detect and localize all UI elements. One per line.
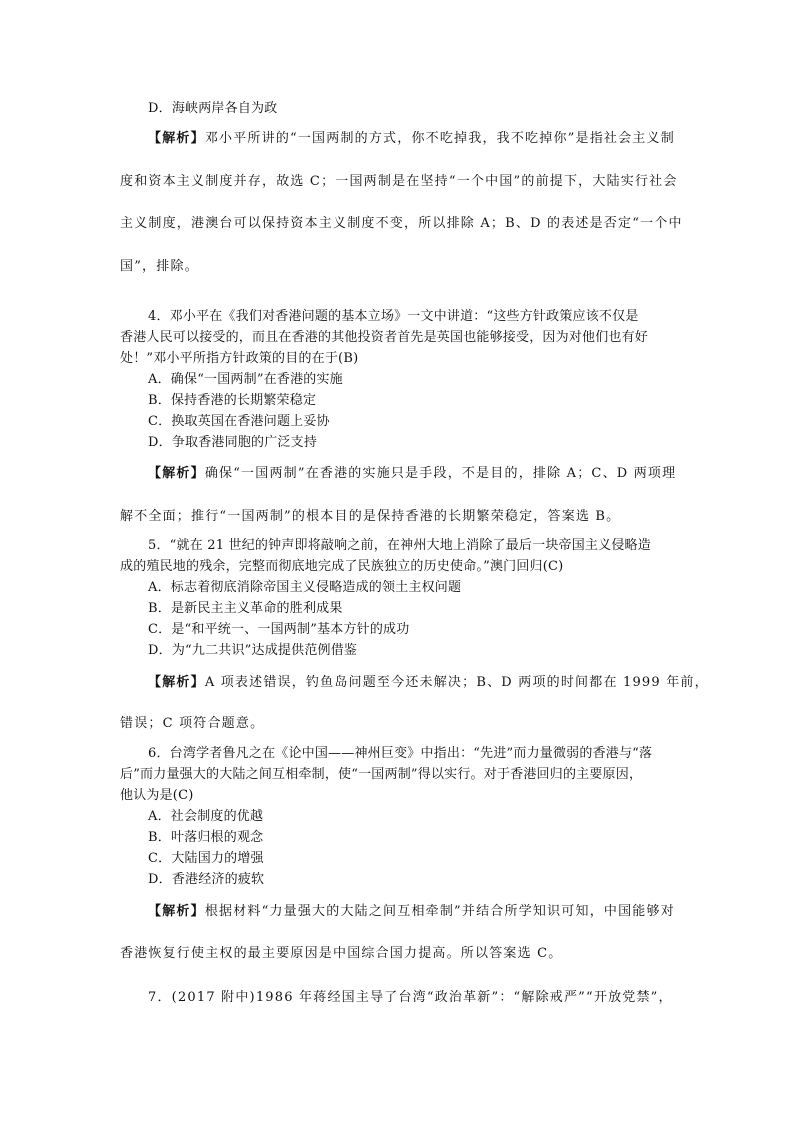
q5-stem-line-2: 成的殖民地的残余，完整而彻底地完成了民族独立的历史使命。”澳门回归(C): [120, 559, 564, 574]
analysis-tag: 【解析】: [148, 466, 205, 481]
q3-analysis-line-2: 度和资本主义制度并存，故选 C；一国两制是在坚持“一个中国”的前提下，大陆实行社会: [120, 174, 678, 189]
q5-stem-line-1: 5．“就在 21 世纪的钟声即将敲响之前，在神州大地上消除了最后一块帝国主义侵略造: [148, 538, 651, 553]
q4-option-c: C．换取英国在香港问题上妥协: [148, 414, 330, 429]
analysis-tag: 【解析】: [148, 131, 205, 146]
q5-analysis-line-1: [148, 671, 709, 690]
q5-option-a: A．标志着彻底消除帝国主义侵略造成的领土主权问题: [148, 580, 462, 595]
analysis-text: 邓小平所讲的“一国两制的方式，你不吃掉我，我不吃掉你”是指社会主义制: [204, 131, 675, 146]
q6-analysis-line-2: 香港恢复行使主权的最主要原因是中国综合国力提高。所以答案选 C。: [120, 946, 563, 961]
q6-stem-line-2: 后”而力量强大的大陆之间互相牵制，使“一国两制”得以实行。对于香港回归的主要原因，: [120, 767, 643, 782]
q6-analysis-line-1: [148, 900, 675, 919]
q3-analysis-line-1: [148, 127, 675, 146]
q3-analysis-line-3: 主义制度，港澳台可以保持资本主义制度不变，所以排除 A；B、D 的表述是否定“一个中: [120, 216, 683, 231]
q4-option-a: A．确保“一国两制”在香港的实施: [148, 372, 343, 387]
q3-analysis-line-4: 国”，排除。: [120, 259, 199, 274]
q6-stem-line-1: 6．台湾学者鲁凡之在《论中国——神州巨变》中指出：“先进”而力量微弱的香港与“落: [148, 746, 653, 761]
analysis-text: 确保“一国两制”在香港的实施只是手段，不是目的，排除 A；C、D 两项理: [204, 466, 677, 481]
q5-option-b: B．是新民主主义革命的胜利成果: [148, 601, 343, 616]
q6-option-a: A．社会制度的优越: [148, 809, 264, 824]
analysis-tag: 【解析】: [148, 904, 205, 919]
q4-stem-line-2: 香港人民可以接受的，而且在香港的其他投资者首先是英国也能够接受，因为对他们也有好: [120, 330, 649, 345]
q6-stem-line-3: 他认为是(C): [120, 788, 194, 803]
analysis-text: A 项表述错误，钓鱼岛问题至今还未解决；B、D 两项的时间都在 1999 年前，: [204, 675, 709, 690]
q3-option-d: D．海峡两岸各自为政: [148, 101, 278, 116]
q4-stem-line-1: 4．邓小平在《我们对香港问题的基本立场》一文中讲道：“这些方针政策应该不仅是: [148, 309, 639, 324]
q4-analysis-line-2: 解不全面；推行“一国两制”的根本目的是保持香港的长期繁荣稳定，答案选 B。: [120, 509, 621, 524]
q6-option-c: C．大陆国力的增强: [148, 851, 264, 866]
q6-option-b: B．叶落归根的观念: [148, 830, 264, 845]
analysis-tag: 【解析】: [148, 675, 205, 690]
q4-option-b: B．保持香港的长期繁荣稳定: [148, 393, 317, 408]
q6-option-d: D．香港经济的疲软: [148, 872, 265, 887]
q5-option-d: D．为“九二共识”达成提供范例借鉴: [148, 643, 358, 658]
q7-stem-line-1: 7．(2017 附中)1986 年蒋经国主导了台湾“政治革新”：“解除戒严”“开放党禁”，: [148, 990, 673, 1005]
q5-option-c: C．是“和平统一、一国两制”基本方针的成功: [148, 622, 410, 637]
q4-option-d: D．争取香港同胞的广泛支持: [148, 435, 318, 450]
q4-analysis-line-1: [148, 462, 676, 481]
q5-analysis-line-2: 错误；C 项符合题意。: [120, 716, 265, 731]
q4-stem-line-3: 处！”邓小平所指方针政策的目的在于(B): [120, 351, 359, 366]
analysis-text: 根据材料“力量强大的大陆之间互相牵制”并结合所学知识可知，中国能够对: [204, 904, 675, 919]
